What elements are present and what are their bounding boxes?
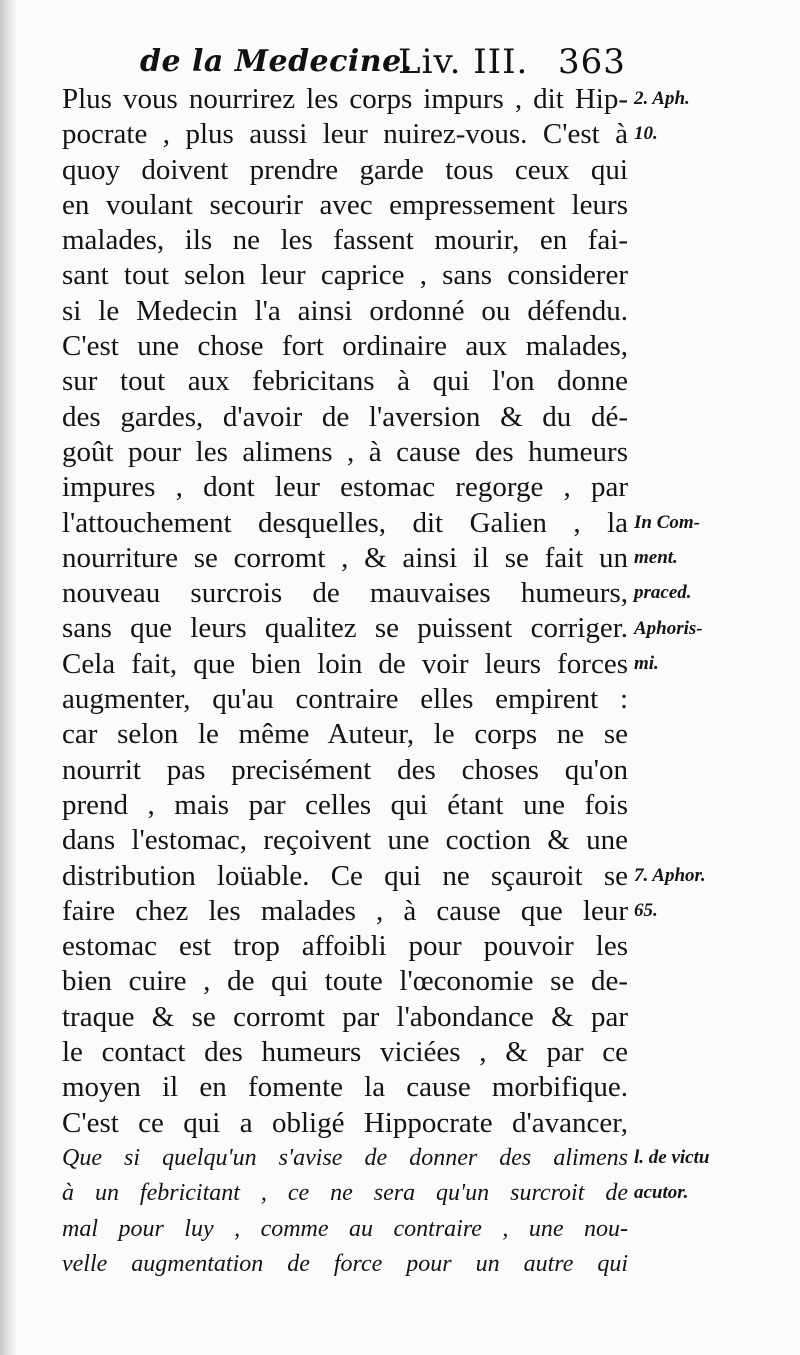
margin-note: 7. Aphor. [634, 864, 706, 886]
margin-note: Aphoris- [634, 617, 703, 639]
margin-note: l. de victu [634, 1147, 710, 1168]
page-gutter-shadow [0, 0, 18, 1355]
text-line: si le Medecin l'a ainsi ordonné ou défendu. [62, 294, 628, 327]
text-line: le contact des humeurs viciées , & par ce [62, 1036, 628, 1069]
text-line: nourrit pas precisément des choses qu'on [62, 753, 628, 786]
running-title: de la Medecine. [140, 44, 413, 79]
text-line: malades, ils ne les fassent mourir, en fai- [62, 224, 628, 257]
text-line: sant tout selon leur caprice , sans considerer [62, 259, 628, 292]
text-line: distribution loüable. Ce qui ne sçauroit se [62, 859, 628, 892]
text-line: quoy doivent prendre garde tous ceux qui [62, 153, 628, 186]
text-line: prend , mais par celles qui étant une fois [62, 788, 628, 821]
margin-note: In Com- [634, 511, 700, 533]
text-line: velle augmentation de force pour un autre qui [62, 1250, 628, 1277]
text-line: nourriture se corromt , & ainsi il se fait un [62, 541, 628, 574]
text-line: augmenter, qu'au contraire elles empirent : [62, 683, 628, 716]
book-number: Liv. III. [398, 42, 529, 82]
text-line: des gardes, d'avoir de l'aversion & du dé- [62, 400, 628, 433]
page-number: 363 [558, 42, 626, 82]
margin-note: 65. [634, 899, 658, 921]
text-line: en voulant secourir avec empressement leurs [62, 188, 628, 221]
text-line: car selon le même Auteur, le corps ne se [62, 718, 628, 751]
margin-note: ment. [634, 546, 678, 568]
text-line: goût pour les alimens , à cause des humeurs [62, 435, 628, 468]
text-line: moyen il en fomente la cause morbifique. [62, 1071, 628, 1104]
margin-note: acutor. [634, 1182, 689, 1204]
text-line: sur tout aux febricitans à qui l'on donne [62, 365, 628, 398]
text-line: Plus vous nourrirez les corps impurs , dit Hip- [62, 83, 628, 115]
text-line: traque & se corromt par l'abondance & par [62, 1000, 628, 1033]
margin-note: praced. [634, 582, 692, 604]
text-line: bien cuire , de qui toute l'œconomie se de- [62, 965, 628, 998]
text-line: sans que leurs qualitez se puissent corriger. [62, 612, 628, 645]
text-line: faire chez les malades , à cause que leur [62, 894, 628, 927]
margin-notes [632, 0, 800, 1355]
text-line: impures , dont leur estomac regorge , par [62, 471, 628, 504]
margin-note: mi. [634, 652, 659, 674]
text-line: estomac est trop affoibli pour pouvoir les [62, 930, 628, 963]
text-line: C'est ce qui a obligé Hippocrate d'avancer, [62, 1106, 628, 1139]
text-line: pocrate , plus aussi leur nuirez-vous. C'est à [62, 118, 628, 151]
text-line: dans l'estomac, reçoivent une coction & une [62, 824, 628, 857]
text-line: Que si quelqu'un s'avise de donner des alimens [62, 1144, 628, 1171]
margin-note: 10. [634, 123, 658, 145]
text-line: C'est une chose fort ordinaire aux malades, [62, 330, 628, 363]
text-line: nouveau surcrois de mauvaises humeurs, [62, 577, 628, 610]
text-line: mal pour luy , comme au contraire , une nou- [62, 1215, 628, 1242]
text-line: à un febricitant , ce ne sera qu'un surcroit de [62, 1180, 628, 1207]
body-text [62, 82, 628, 1282]
margin-note: 2. Aph. [634, 88, 690, 109]
text-line: Cela fait, que bien loin de voir leurs forces [62, 647, 628, 680]
text-line: l'attouchement desquelles, dit Galien , la [62, 506, 628, 539]
